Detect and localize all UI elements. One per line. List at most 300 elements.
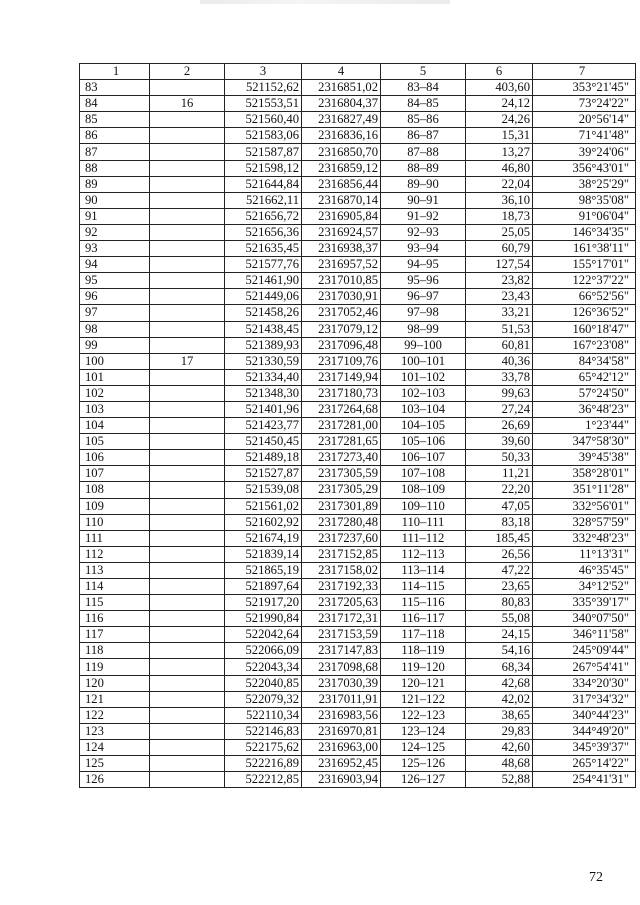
distance-cell: 11,21 [466, 466, 533, 482]
table-row [80, 450, 636, 466]
header-cell: 4 [302, 64, 381, 80]
point-number-cell: 94 [80, 257, 150, 273]
x-coordinate-cell: 521423,77 [225, 418, 302, 434]
distance-cell: 23,43 [466, 289, 533, 305]
x-coordinate-cell: 521917,20 [225, 595, 302, 611]
x-coordinate-cell: 522175,62 [225, 739, 302, 755]
bearing-cell: 39°24'06" [533, 144, 636, 160]
distance-cell: 27,24 [466, 401, 533, 417]
y-coordinate-cell: 2316850,70 [302, 144, 381, 160]
y-coordinate-cell: 2316924,57 [302, 224, 381, 240]
table-row [80, 579, 636, 595]
y-coordinate-cell: 2317030,91 [302, 289, 381, 305]
y-coordinate-cell: 2317192,33 [302, 579, 381, 595]
table-row [80, 595, 636, 611]
table-row [80, 530, 636, 546]
y-coordinate-cell: 2317147,83 [302, 643, 381, 659]
point-number-cell: 103 [80, 401, 150, 417]
y-coordinate-cell: 2316970,81 [302, 723, 381, 739]
table-row [80, 482, 636, 498]
distance-cell: 22,20 [466, 482, 533, 498]
x-coordinate-cell: 522079,32 [225, 691, 302, 707]
bearing-cell: 71°41'48" [533, 128, 636, 144]
point-number-cell: 88 [80, 160, 150, 176]
distance-cell: 47,22 [466, 562, 533, 578]
point-number-cell: 118 [80, 643, 150, 659]
section-number-cell [150, 707, 225, 723]
distance-cell: 83,18 [466, 514, 533, 530]
table-row [80, 273, 636, 289]
section-number-cell [150, 160, 225, 176]
x-coordinate-cell: 521598,12 [225, 160, 302, 176]
section-number-cell: 17 [150, 353, 225, 369]
y-coordinate-cell: 2316952,45 [302, 756, 381, 772]
y-coordinate-cell: 2317264,68 [302, 401, 381, 417]
point-number-cell: 111 [80, 530, 150, 546]
x-coordinate-cell: 521458,26 [225, 305, 302, 321]
point-number-cell: 105 [80, 434, 150, 450]
y-coordinate-cell: 2317149,94 [302, 369, 381, 385]
distance-cell: 403,60 [466, 80, 533, 96]
y-coordinate-cell: 2317052,46 [302, 305, 381, 321]
y-coordinate-cell: 2317096,48 [302, 337, 381, 353]
segment-cell: 83–84 [381, 80, 466, 96]
x-coordinate-cell: 521330,59 [225, 353, 302, 369]
section-number-cell [150, 176, 225, 192]
segment-cell: 95–96 [381, 273, 466, 289]
section-number-cell [150, 611, 225, 627]
distance-cell: 38,65 [466, 707, 533, 723]
segment-cell: 119–120 [381, 659, 466, 675]
table-row [80, 337, 636, 353]
section-number-cell [150, 369, 225, 385]
x-coordinate-cell: 521577,76 [225, 257, 302, 273]
section-number-cell [150, 756, 225, 772]
section-number-cell [150, 482, 225, 498]
y-coordinate-cell: 2317305,29 [302, 482, 381, 498]
header-cell: 2 [150, 64, 225, 80]
segment-cell: 86–87 [381, 128, 466, 144]
segment-cell: 111–112 [381, 530, 466, 546]
distance-cell: 13,27 [466, 144, 533, 160]
bearing-cell: 155°17'01" [533, 257, 636, 273]
header-cell: 1 [80, 64, 150, 80]
y-coordinate-cell: 2317158,02 [302, 562, 381, 578]
distance-cell: 25,05 [466, 224, 533, 240]
point-number-cell: 90 [80, 192, 150, 208]
section-number-cell [150, 772, 225, 788]
distance-cell: 23,82 [466, 273, 533, 289]
x-coordinate-cell: 521438,45 [225, 321, 302, 337]
point-number-cell: 97 [80, 305, 150, 321]
point-number-cell: 106 [80, 450, 150, 466]
segment-cell: 108–109 [381, 482, 466, 498]
table-row [80, 289, 636, 305]
distance-cell: 33,21 [466, 305, 533, 321]
table-row [80, 369, 636, 385]
bearing-cell: 254°41'31" [533, 772, 636, 788]
bearing-cell: 57°24'50" [533, 385, 636, 401]
table-row [80, 418, 636, 434]
segment-cell: 106–107 [381, 450, 466, 466]
point-number-cell: 107 [80, 466, 150, 482]
bearing-cell: 335°39'17" [533, 595, 636, 611]
y-coordinate-cell: 2316957,52 [302, 257, 381, 273]
table-row [80, 128, 636, 144]
point-number-cell: 104 [80, 418, 150, 434]
scan-artifact-strip [200, 0, 450, 4]
segment-cell: 97–98 [381, 305, 466, 321]
distance-cell: 54,16 [466, 643, 533, 659]
distance-cell: 60,81 [466, 337, 533, 353]
segment-cell: 115–116 [381, 595, 466, 611]
segment-cell: 125–126 [381, 756, 466, 772]
x-coordinate-cell: 521334,40 [225, 369, 302, 385]
segment-cell: 101–102 [381, 369, 466, 385]
bearing-cell: 347°58'30" [533, 434, 636, 450]
x-coordinate-cell: 522040,85 [225, 675, 302, 691]
distance-cell: 48,68 [466, 756, 533, 772]
segment-cell: 121–122 [381, 691, 466, 707]
x-coordinate-cell: 521635,45 [225, 241, 302, 257]
y-coordinate-cell: 2316804,37 [302, 96, 381, 112]
section-number-cell [150, 627, 225, 643]
table-row [80, 772, 636, 788]
segment-cell: 87–88 [381, 144, 466, 160]
segment-cell: 92–93 [381, 224, 466, 240]
segment-cell: 103–104 [381, 401, 466, 417]
section-number-cell [150, 401, 225, 417]
section-number-cell [150, 80, 225, 96]
x-coordinate-cell: 521560,40 [225, 112, 302, 128]
point-number-cell: 124 [80, 739, 150, 755]
bearing-cell: 39°45'38" [533, 450, 636, 466]
bearing-cell: 340°44'23" [533, 707, 636, 723]
section-number-cell [150, 241, 225, 257]
x-coordinate-cell: 521602,92 [225, 514, 302, 530]
bearing-cell: 126°36'52" [533, 305, 636, 321]
table-row [80, 144, 636, 160]
point-number-cell: 122 [80, 707, 150, 723]
point-number-cell: 100 [80, 353, 150, 369]
y-coordinate-cell: 2317280,48 [302, 514, 381, 530]
bearing-cell: 317°34'32" [533, 691, 636, 707]
coordinates-table [79, 63, 636, 788]
distance-cell: 22,04 [466, 176, 533, 192]
bearing-cell: 91°06'04" [533, 208, 636, 224]
section-number-cell [150, 257, 225, 273]
table-row [80, 498, 636, 514]
section-number-cell [150, 224, 225, 240]
y-coordinate-cell: 2316963,00 [302, 739, 381, 755]
distance-cell: 26,56 [466, 546, 533, 562]
segment-cell: 126–127 [381, 772, 466, 788]
distance-cell: 29,83 [466, 723, 533, 739]
bearing-cell: 353°21'45" [533, 80, 636, 96]
x-coordinate-cell: 521583,06 [225, 128, 302, 144]
x-coordinate-cell: 521152,62 [225, 80, 302, 96]
y-coordinate-cell: 2317180,73 [302, 385, 381, 401]
x-coordinate-cell: 521348,30 [225, 385, 302, 401]
section-number-cell: 16 [150, 96, 225, 112]
y-coordinate-cell: 2317281,65 [302, 434, 381, 450]
table-row [80, 160, 636, 176]
distance-cell: 39,60 [466, 434, 533, 450]
segment-cell: 96–97 [381, 289, 466, 305]
distance-cell: 68,34 [466, 659, 533, 675]
segment-cell: 104–105 [381, 418, 466, 434]
table-row [80, 80, 636, 96]
segment-cell: 124–125 [381, 739, 466, 755]
segment-cell: 93–94 [381, 241, 466, 257]
x-coordinate-cell: 521644,84 [225, 176, 302, 192]
x-coordinate-cell: 521553,51 [225, 96, 302, 112]
bearing-cell: 267°54'41" [533, 659, 636, 675]
section-number-cell [150, 128, 225, 144]
bearing-cell: 66°52'56" [533, 289, 636, 305]
y-coordinate-cell: 2317098,68 [302, 659, 381, 675]
y-coordinate-cell: 2316905,84 [302, 208, 381, 224]
section-number-cell [150, 434, 225, 450]
section-number-cell [150, 450, 225, 466]
segment-cell: 116–117 [381, 611, 466, 627]
x-coordinate-cell: 522110,34 [225, 707, 302, 723]
table-row [80, 514, 636, 530]
section-number-cell [150, 675, 225, 691]
bearing-cell: 98°35'08" [533, 192, 636, 208]
point-number-cell: 125 [80, 756, 150, 772]
distance-cell: 55,08 [466, 611, 533, 627]
segment-cell: 88–89 [381, 160, 466, 176]
table-row [80, 241, 636, 257]
point-number-cell: 93 [80, 241, 150, 257]
table-row [80, 627, 636, 643]
table-body [80, 80, 636, 788]
y-coordinate-cell: 2317030,39 [302, 675, 381, 691]
bearing-cell: 346°11'58" [533, 627, 636, 643]
point-number-cell: 92 [80, 224, 150, 240]
segment-cell: 84–85 [381, 96, 466, 112]
section-number-cell [150, 739, 225, 755]
table-row [80, 305, 636, 321]
table-row [80, 675, 636, 691]
distance-cell: 51,53 [466, 321, 533, 337]
point-number-cell: 96 [80, 289, 150, 305]
section-number-cell [150, 385, 225, 401]
x-coordinate-cell: 521656,72 [225, 208, 302, 224]
point-number-cell: 121 [80, 691, 150, 707]
distance-cell: 46,80 [466, 160, 533, 176]
y-coordinate-cell: 2316827,49 [302, 112, 381, 128]
section-number-cell [150, 643, 225, 659]
section-number-cell [150, 659, 225, 675]
header-cell: 6 [466, 64, 533, 80]
point-number-cell: 119 [80, 659, 150, 675]
segment-cell: 99–100 [381, 337, 466, 353]
x-coordinate-cell: 521539,08 [225, 482, 302, 498]
point-number-cell: 91 [80, 208, 150, 224]
section-number-cell [150, 723, 225, 739]
point-number-cell: 98 [80, 321, 150, 337]
segment-cell: 91–92 [381, 208, 466, 224]
bearing-cell: 340°07'50" [533, 611, 636, 627]
distance-cell: 80,83 [466, 595, 533, 611]
x-coordinate-cell: 521401,96 [225, 401, 302, 417]
y-coordinate-cell: 2317079,12 [302, 321, 381, 337]
bearing-cell: 46°35'45" [533, 562, 636, 578]
table-row [80, 691, 636, 707]
bearing-cell: 73°24'22" [533, 96, 636, 112]
point-number-cell: 110 [80, 514, 150, 530]
point-number-cell: 123 [80, 723, 150, 739]
distance-cell: 36,10 [466, 192, 533, 208]
section-number-cell [150, 595, 225, 611]
point-number-cell: 117 [80, 627, 150, 643]
table-row [80, 546, 636, 562]
distance-cell: 42,02 [466, 691, 533, 707]
table-row [80, 224, 636, 240]
y-coordinate-cell: 2317172,31 [302, 611, 381, 627]
section-number-cell [150, 418, 225, 434]
y-coordinate-cell: 2317152,85 [302, 546, 381, 562]
x-coordinate-cell: 522042,64 [225, 627, 302, 643]
segment-cell: 107–108 [381, 466, 466, 482]
distance-cell: 127,54 [466, 257, 533, 273]
table-row [80, 257, 636, 273]
segment-cell: 105–106 [381, 434, 466, 450]
bearing-cell: 358°28'01" [533, 466, 636, 482]
bearing-cell: 332°56'01" [533, 498, 636, 514]
header-cell: 5 [381, 64, 466, 80]
y-coordinate-cell: 2316836,16 [302, 128, 381, 144]
distance-cell: 47,05 [466, 498, 533, 514]
segment-cell: 114–115 [381, 579, 466, 595]
y-coordinate-cell: 2317237,60 [302, 530, 381, 546]
point-number-cell: 112 [80, 546, 150, 562]
y-coordinate-cell: 2317273,40 [302, 450, 381, 466]
x-coordinate-cell: 521527,87 [225, 466, 302, 482]
segment-cell: 90–91 [381, 192, 466, 208]
bearing-cell: 34°12'52" [533, 579, 636, 595]
bearing-cell: 160°18'47" [533, 321, 636, 337]
segment-cell: 102–103 [381, 385, 466, 401]
distance-cell: 52,88 [466, 772, 533, 788]
segment-cell: 123–124 [381, 723, 466, 739]
point-number-cell: 113 [80, 562, 150, 578]
table-row [80, 112, 636, 128]
table-row [80, 707, 636, 723]
point-number-cell: 102 [80, 385, 150, 401]
x-coordinate-cell: 522043,34 [225, 659, 302, 675]
point-number-cell: 108 [80, 482, 150, 498]
distance-cell: 24,26 [466, 112, 533, 128]
x-coordinate-cell: 521656,36 [225, 224, 302, 240]
segment-cell: 118–119 [381, 643, 466, 659]
x-coordinate-cell: 521450,45 [225, 434, 302, 450]
y-coordinate-cell: 2317205,63 [302, 595, 381, 611]
segment-cell: 120–121 [381, 675, 466, 691]
x-coordinate-cell: 521489,18 [225, 450, 302, 466]
bearing-cell: 146°34'35" [533, 224, 636, 240]
table-row [80, 562, 636, 578]
table-row [80, 723, 636, 739]
segment-cell: 112–113 [381, 546, 466, 562]
segment-cell: 100–101 [381, 353, 466, 369]
section-number-cell [150, 192, 225, 208]
x-coordinate-cell: 521839,14 [225, 546, 302, 562]
bearing-cell: 38°25'29" [533, 176, 636, 192]
bearing-cell: 161°38'11" [533, 241, 636, 257]
x-coordinate-cell: 522146,83 [225, 723, 302, 739]
distance-cell: 185,45 [466, 530, 533, 546]
bearing-cell: 20°56'14" [533, 112, 636, 128]
bearing-cell: 334°20'30" [533, 675, 636, 691]
y-coordinate-cell: 2316851,02 [302, 80, 381, 96]
x-coordinate-cell: 522216,89 [225, 756, 302, 772]
x-coordinate-cell: 521990,84 [225, 611, 302, 627]
table-row [80, 659, 636, 675]
bearing-cell: 167°23'08" [533, 337, 636, 353]
table-row [80, 756, 636, 772]
point-number-cell: 126 [80, 772, 150, 788]
point-number-cell: 86 [80, 128, 150, 144]
table-row [80, 401, 636, 417]
x-coordinate-cell: 521461,90 [225, 273, 302, 289]
point-number-cell: 99 [80, 337, 150, 353]
table-row [80, 466, 636, 482]
table-row [80, 434, 636, 450]
page-number: 72 [589, 870, 603, 885]
point-number-cell: 120 [80, 675, 150, 691]
segment-cell: 94–95 [381, 257, 466, 273]
x-coordinate-cell: 521561,02 [225, 498, 302, 514]
bearing-cell: 344°49'20" [533, 723, 636, 739]
section-number-cell [150, 691, 225, 707]
y-coordinate-cell: 2317109,76 [302, 353, 381, 369]
table-row [80, 611, 636, 627]
segment-cell: 85–86 [381, 112, 466, 128]
bearing-cell: 84°34'58" [533, 353, 636, 369]
bearing-cell: 11°13'31" [533, 546, 636, 562]
point-number-cell: 85 [80, 112, 150, 128]
point-number-cell: 87 [80, 144, 150, 160]
table-row [80, 353, 636, 369]
x-coordinate-cell: 522066,09 [225, 643, 302, 659]
table-row [80, 739, 636, 755]
section-number-cell [150, 289, 225, 305]
bearing-cell: 65°42'12" [533, 369, 636, 385]
x-coordinate-cell: 521674,19 [225, 530, 302, 546]
y-coordinate-cell: 2316983,56 [302, 707, 381, 723]
bearing-cell: 345°39'37" [533, 739, 636, 755]
point-number-cell: 83 [80, 80, 150, 96]
y-coordinate-cell: 2317010,85 [302, 273, 381, 289]
y-coordinate-cell: 2317011,91 [302, 691, 381, 707]
y-coordinate-cell: 2317301,89 [302, 498, 381, 514]
header-cell: 3 [225, 64, 302, 80]
section-number-cell [150, 305, 225, 321]
point-number-cell: 115 [80, 595, 150, 611]
y-coordinate-cell: 2316859,12 [302, 160, 381, 176]
bearing-cell: 356°43'01" [533, 160, 636, 176]
distance-cell: 15,31 [466, 128, 533, 144]
distance-cell: 24,12 [466, 96, 533, 112]
bearing-cell: 1°23'44" [533, 418, 636, 434]
section-number-cell [150, 337, 225, 353]
distance-cell: 33,78 [466, 369, 533, 385]
section-number-cell [150, 466, 225, 482]
table-header-row [80, 64, 636, 80]
